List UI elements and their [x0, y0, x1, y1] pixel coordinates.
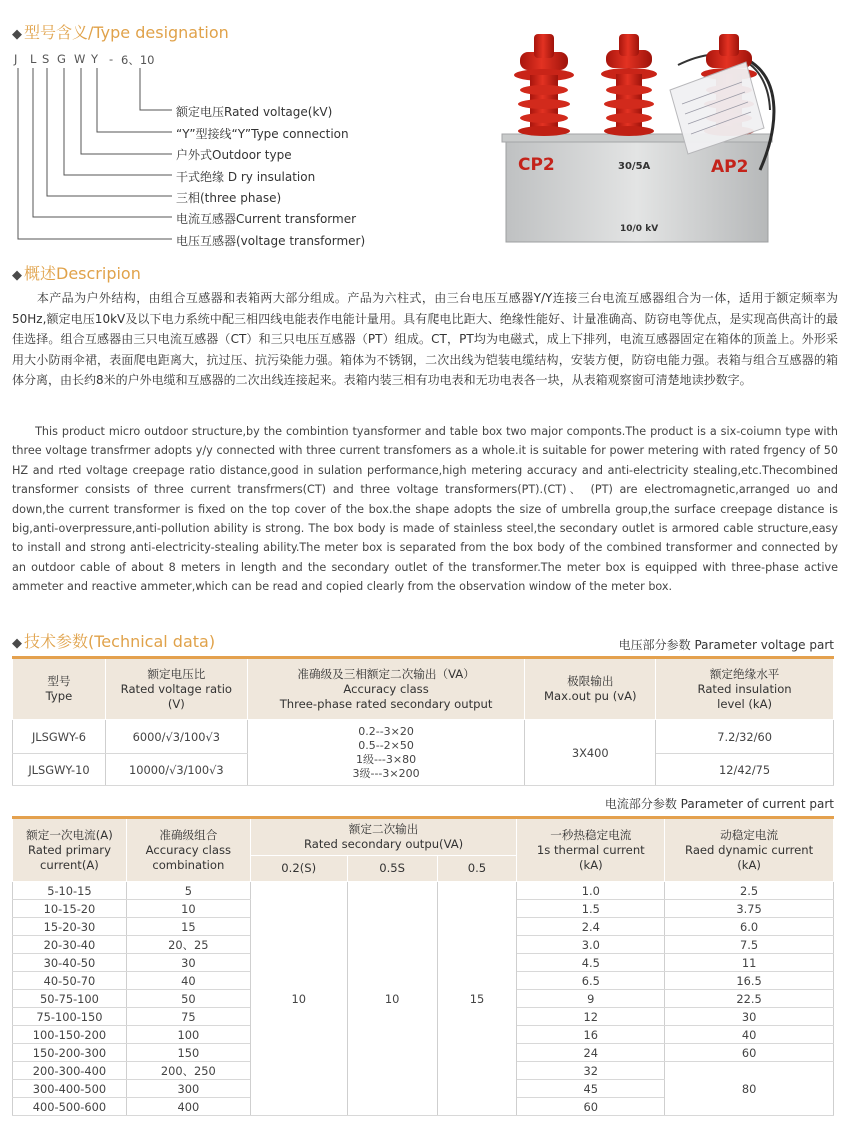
table-row — [13, 882, 834, 900]
cell-accuracy-combination: 30 — [126, 954, 250, 972]
cell-dynamic-current: 3.75 — [665, 900, 834, 918]
technical-title-text: 技术参数(Technical data) — [24, 632, 216, 651]
col-subheader-0-5: 0.5 — [437, 856, 517, 882]
description-title — [12, 261, 141, 284]
cell-thermal-current: 1.0 — [517, 882, 665, 900]
type-label-current-transformer: 电流互感器Current transformer — [176, 212, 357, 226]
cell-dynamic-current: 80 — [665, 1062, 834, 1116]
current-parameter-table — [12, 816, 834, 1116]
cell-thermal-current: 12 — [517, 1008, 665, 1026]
cell-accuracy-combination: 40 — [126, 972, 250, 990]
cell-primary-current: 200-300-400 — [13, 1062, 127, 1080]
code-letter: W — [74, 52, 86, 66]
col-subheader-0-2s: 0.2(S) — [250, 856, 347, 882]
cell-primary-current: 20-30-40 — [13, 936, 127, 954]
type-label-voltage: 额定电压Rated voltage(kV) — [176, 105, 333, 119]
cell-thermal-current: 45 — [517, 1080, 665, 1098]
cell-dynamic-current: 6.0 — [665, 918, 834, 936]
cell-dynamic-current: 60 — [665, 1044, 834, 1062]
cell-max-output: 3X400 — [525, 720, 656, 786]
voltage-table-caption: 电压部分参数 Parameter voltage part — [618, 638, 834, 652]
type-label-connection: “Y”型接线“Y”Type connection — [176, 127, 349, 141]
cell-insulation: 7.2/32/60 — [656, 720, 834, 754]
cell-insulation: 12/42/75 — [656, 754, 834, 786]
cell-accuracy-combination: 75 — [126, 1008, 250, 1026]
table-row — [13, 720, 834, 754]
diamond-bullet-icon: ◆ — [12, 268, 22, 283]
col-header-max-output: 极限输出 Max.out pu (vA) — [525, 658, 656, 720]
cell-dynamic-current: 30 — [665, 1008, 834, 1026]
cell-primary-current: 40-50-70 — [13, 972, 127, 990]
cell-primary-current: 75-100-150 — [13, 1008, 127, 1026]
type-label-voltage-transformer: 电压互感器(voltage transformer) — [176, 234, 366, 248]
cell-thermal-current: 1.5 — [517, 900, 665, 918]
code-letter: G — [57, 52, 66, 66]
cell-ratio: 10000/√3/100√3 — [105, 754, 247, 786]
code-letter: Y — [91, 52, 99, 66]
cell-primary-current: 50-75-100 — [13, 990, 127, 1008]
cell-thermal-current: 60 — [517, 1098, 665, 1116]
cell-primary-current: 5-10-15 — [13, 882, 127, 900]
cell-accuracy-combination: 400 — [126, 1098, 250, 1116]
cell-thermal-current: 4.5 — [517, 954, 665, 972]
cell-primary-current: 30-40-50 — [13, 954, 127, 972]
cell-accuracy-combination: 200、250 — [126, 1062, 250, 1080]
col-header-secondary-output: 额定二次输出 Rated secondary outpu(VA) — [250, 818, 517, 856]
col-subheader-0-5s: 0.5S — [347, 856, 437, 882]
col-header-thermal-current: 一秒热稳定电流 1s thermal current (kA) — [517, 818, 665, 882]
code-letter: L — [30, 52, 37, 66]
photo-label-cp2: CP2 — [518, 155, 555, 175]
photo-label-ap2: AP2 — [711, 157, 749, 177]
type-designation-title-text: 型号含义/Type designation — [24, 23, 229, 42]
cell-accuracy-combination: 50 — [126, 990, 250, 1008]
photo-label-ratio: 30/5A — [618, 161, 651, 172]
cell-primary-current: 400-500-600 — [13, 1098, 127, 1116]
cell-thermal-current: 24 — [517, 1044, 665, 1062]
cell-accuracy: 0.2--3×20 0.5--2×50 1级---3×80 3级---3×200 — [247, 720, 525, 786]
cell-primary-current: 150-200-300 — [13, 1044, 127, 1062]
cell-thermal-current: 16 — [517, 1026, 665, 1044]
cell-dynamic-current: 40 — [665, 1026, 834, 1044]
col-header-accuracy: 准确级及三相额定二次输出（VA） Accuracy class Three-phase rated secondary output — [247, 658, 525, 720]
description-title-text: 概述Descripion — [24, 264, 141, 283]
cell-primary-current: 10-15-20 — [13, 900, 127, 918]
cell-thermal-current: 2.4 — [517, 918, 665, 936]
cell-thermal-current: 32 — [517, 1062, 665, 1080]
cell-secondary-output: 15 — [437, 882, 517, 1116]
cell-accuracy-combination: 5 — [126, 882, 250, 900]
type-label-insulation: 干式绝缘 D ry insulation — [176, 170, 316, 184]
diamond-bullet-icon: ◆ — [12, 27, 22, 42]
cell-primary-current: 100-150-200 — [13, 1026, 127, 1044]
col-header-voltage-ratio: 额定电压比 Rated voltage ratio (V) — [105, 658, 247, 720]
cell-thermal-current: 3.0 — [517, 936, 665, 954]
description-chinese: 本产品为户外结构，由组合互感器和表箱两大部分组成。产品为六柱式，由三台电压互感器Y/Y连接三台电流互感器组合为一体，适用于额定频率为50Hz,额定电压10kV及以下电力系统中配三相四线电能表作电能计量用。具有爬电比距大、绝缘性能好、计量准确高、防窃电等优点，是实现高供高计的最佳选择。组合互感器由三只电流互感器（CT）和三只电压互感器（PT）组成。CT，PT均为电磁式，成上下排列，电流互感器固定在箱体的顶盖上。外形采用大小防雨伞裙，表面爬电距离大，抗过压、抗污染能力强。箱体为不锈钢，二次出线为铠装电缆结构，安装方便，防窃电能力强。表箱与组合互感器的箱体分离，由长约8米的户外电缆和互感器的二次出线连接起来。表箱内装三相有功电表和无功电表各一块，从表箱观察窗可清楚地读抄数字。 — [12, 291, 838, 387]
cell-dynamic-current: 11 — [665, 954, 834, 972]
col-header-accuracy-combination: 准确级组合 Accuracy class combination — [126, 818, 250, 882]
type-label-phase: 三相(three phase) — [176, 191, 282, 205]
code-letter: J — [14, 52, 18, 66]
voltage-parameter-table — [12, 656, 834, 786]
col-header-type: 型号 Type — [13, 658, 106, 720]
code-letter: - — [109, 52, 114, 66]
cell-accuracy-combination: 150 — [126, 1044, 250, 1062]
col-header-primary-current: 额定一次电流(A) Rated primary current(A) — [13, 818, 127, 882]
cell-primary-current: 15-20-30 — [13, 918, 127, 936]
cell-thermal-current: 9 — [517, 990, 665, 1008]
cell-accuracy-combination: 20、25 — [126, 936, 250, 954]
col-header-insulation: 额定绝缘水平 Rated insulation level (kA) — [656, 658, 834, 720]
cell-dynamic-current: 16.5 — [665, 972, 834, 990]
cell-thermal-current: 6.5 — [517, 972, 665, 990]
current-table-caption: 电流部分参数 Parameter of current part — [604, 797, 834, 811]
product-photo — [498, 20, 788, 245]
cell-accuracy-combination: 15 — [126, 918, 250, 936]
cell-type: JLSGWY-10 — [13, 754, 106, 786]
col-header-dynamic-current: 动稳定电流 Raed dynamic current (kA) — [665, 818, 834, 882]
diamond-bullet-icon: ◆ — [12, 636, 22, 651]
cell-dynamic-current: 22.5 — [665, 990, 834, 1008]
cell-dynamic-current: 7.5 — [665, 936, 834, 954]
cell-ratio: 6000/√3/100√3 — [105, 720, 247, 754]
description-english: This product micro outdoor structure,by the combintion tyansformer and table box two major componts.The product is a six-coiumn type with three voltage transfrmer adopts y/y connected with three current transfomers as a whole.it is suitable for power metering with rated frgency of 50 HZ and rted voltage creepage ratio distance,good in sulation performance,high metering accuracy and anti-electricity stealing,etc.Thecombined transformer consists of three current transfrmers(CT) and three voltage transformers(PT).(CT)、 (PT) are electromagnetic,arranged uo and down,the current transformer is fixed on the top cover of the box.the shape adopts the size of umbrella group,the surface creepage distance is big,anti-overpressure,anti-pollution ability is strong. The box body is made of stainless steel,the secondary outlet is armored cable structure,easy to install and strong anti-electricity-stealing ability.The meter box is separated from the box body of the combined transformer and connected by an outdoor cable of about 8 meters in length and the secondary outlet of the transformer.The meter box is equipped with three-phase active ammeter and reactive ammeter,which can be read and copied clearly from the observation window of the meter box. — [12, 425, 838, 594]
photo-label-voltage: 10/0 kV — [620, 224, 659, 234]
cell-type: JLSGWY-6 — [13, 720, 106, 754]
cell-accuracy-combination: 100 — [126, 1026, 250, 1044]
cell-accuracy-combination: 300 — [126, 1080, 250, 1098]
cell-accuracy-combination: 10 — [126, 900, 250, 918]
code-letter: 6、10 — [121, 53, 155, 67]
cell-dynamic-current: 2.5 — [665, 882, 834, 900]
cell-secondary-output: 10 — [250, 882, 347, 1116]
cell-primary-current: 300-400-500 — [13, 1080, 127, 1098]
type-label-outdoor: 户外式Outdoor type — [176, 148, 292, 162]
technical-title — [12, 629, 215, 652]
code-letter: S — [42, 52, 50, 66]
cell-secondary-output: 10 — [347, 882, 437, 1116]
